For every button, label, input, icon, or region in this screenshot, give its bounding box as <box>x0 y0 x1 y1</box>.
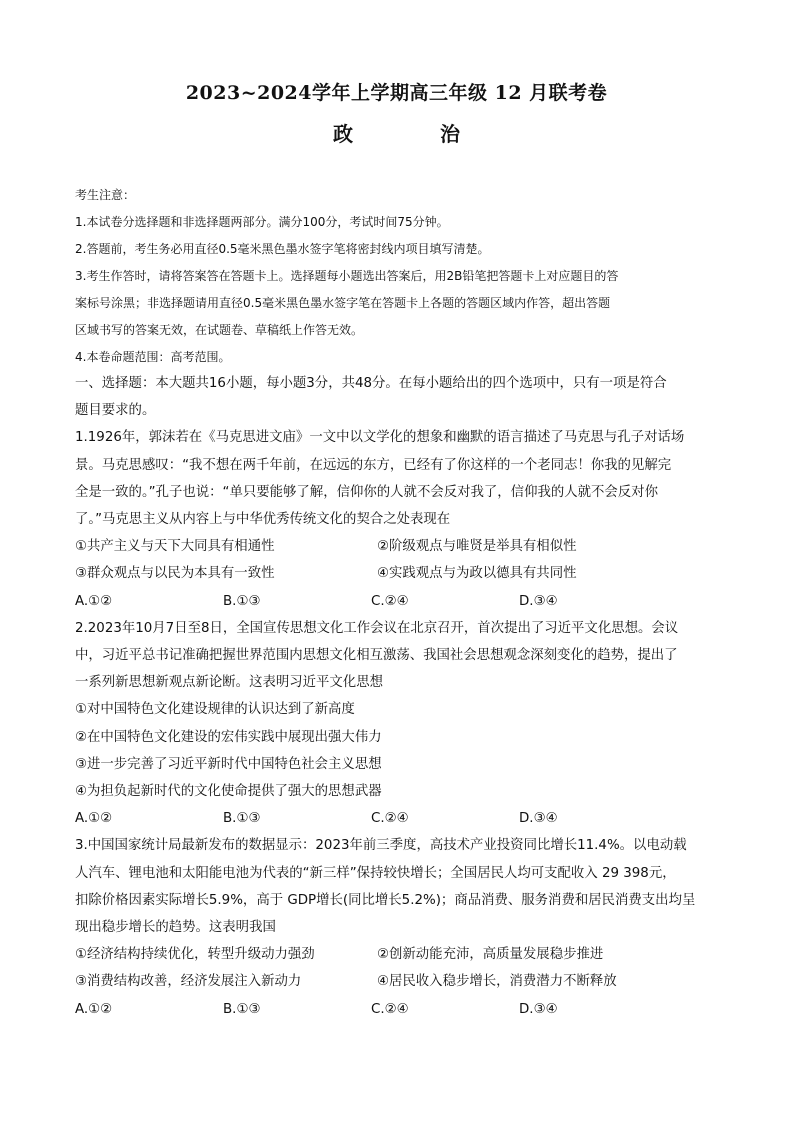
question-stem: 现出稳步增长的趋势。这表明我国 <box>75 920 276 936</box>
notice-item: 1.本试卷分选择题和非选择题两部分。满分100分，考试时间75分钟。 <box>75 215 449 229</box>
question-stem: 2.2023年10月7日至8日，全国宣传思想文化工作会议在北京召开，首次提出了习近平文化思想。会议 <box>75 620 679 636</box>
statement: ①对中国特色文化建设规律的认识达到了新高度 <box>75 702 355 718</box>
question-stem: 景。马克思感叹：“我不想在两千年前，在远远的东方，已经有了你这样的一个老同志！你我的见解完 <box>75 457 672 473</box>
statement: ①经济结构持续优化，转型升级动力强劲 <box>75 947 315 963</box>
question-stem: 了。”马克思主义从内容上与中华优秀传统文化的契合之处表现在 <box>75 512 451 528</box>
option-c: C.②④ <box>371 811 409 827</box>
question-body <box>75 370 723 1023</box>
exam-title: 2023~2024学年上学期高三年级 12 月联考卷 <box>185 82 608 104</box>
question-stem: 1.1926年，郭沫若在《马克思进文庙》一文中以文学化的想象和幽默的语言描述了马克思与孔子对话场 <box>75 430 685 446</box>
option-a: A.①② <box>75 811 113 827</box>
notice-heading: 考生注意： <box>75 188 136 202</box>
statement: ②创新动能充沛，高质量发展稳步推进 <box>377 947 604 963</box>
statement-row <box>75 533 723 560</box>
question-stem: 人汽车、锂电池和太阳能电池为代表的“新三样”保持较快增长；全国居民人均可支配收入 29 398元， <box>75 865 676 881</box>
statement: ④居民收入稳步增长，消费潜力不断释放 <box>377 974 617 990</box>
section-heading-cont: 题目要求的。 <box>75 403 156 419</box>
notice-item: 案标号涂黑；非选择题请用直径0.5毫米黑色墨水签字笔在答题卡上各题的答题区域内作答，超出答题 <box>75 296 611 310</box>
option-b: B.①③ <box>223 593 261 609</box>
notice-item: 4.本卷命题范围：高考范围。 <box>75 350 231 364</box>
option-c: C.②④ <box>371 1001 409 1017</box>
answer-options <box>75 805 723 832</box>
question-stem: 扣除价格因素实际增长5.9%，高于 GDP增长(同比增长5.2%)；商品消费、服务消费和居民消费支出均呈 <box>75 892 696 908</box>
statement: ④为担负起新时代的文化使命提供了强大的思想武器 <box>75 784 382 800</box>
question-stem: 中，习近平总书记准确把握世界范围内思想文化相互激荡、我国社会思想观念深刻变化的趋势，提出了 <box>75 648 678 664</box>
notice-item: 2.答题前，考生务必用直径0.5毫米黑色墨水签字笔将密封线内项目填写清楚。 <box>75 242 490 256</box>
question-stem: 3.中国国家统计局最新发布的数据显示：2023年前三季度，高技术产业投资同比增长11.4%。以电动载 <box>75 838 687 854</box>
option-c: C.②④ <box>371 593 409 609</box>
statement-row <box>75 968 723 995</box>
option-d: D.③④ <box>519 1001 558 1017</box>
statement: ③进一步完善了习近平新时代中国特色社会主义思想 <box>75 756 382 772</box>
option-a: A.①② <box>75 593 113 609</box>
option-d: D.③④ <box>519 811 558 827</box>
answer-options <box>75 588 723 615</box>
section-heading: 一、选择题：本大题共16小题，每小题3分，共48分。在每小题给出的四个选项中，只有一项是符合 <box>75 376 667 391</box>
question-1 <box>75 424 723 614</box>
question-2 <box>75 615 723 833</box>
statement: ③消费结构改善，经济发展注入新动力 <box>75 974 302 990</box>
statement-row <box>75 941 723 968</box>
statement: ③群众观点与以民为本具有一致性 <box>75 566 275 582</box>
option-a: A.①② <box>75 1001 113 1017</box>
option-d: D.③④ <box>519 593 558 609</box>
option-b: B.①③ <box>223 811 261 827</box>
question-stem: 一系列新思想新观点新论断。这表明习近平文化思想 <box>75 675 383 691</box>
notice-item: 3.考生作答时，请将答案答在答题卡上。选择题每小题选出答案后，用2B铅笔把答题卡上对应题目的答 <box>75 269 619 283</box>
statement: ④实践观点与为政以德具有共同性 <box>377 566 577 582</box>
option-b: B.①③ <box>223 1001 261 1017</box>
statement: ①共产主义与天下大同具有相通性 <box>75 539 275 555</box>
statement-row <box>75 560 723 587</box>
statement: ②在中国特色文化建设的宏伟实践中展现出强大伟力 <box>75 729 382 745</box>
statement: ②阶级观点与唯贤是举具有相似性 <box>377 539 577 555</box>
subject-title: 政 治 <box>333 122 500 146</box>
answer-options <box>75 996 723 1023</box>
question-3 <box>75 832 723 1022</box>
notice-item: 区域书写的答案无效，在试题卷、草稿纸上作答无效。 <box>75 323 364 337</box>
question-stem: 全是一致的。”孔子也说：“单只要能够了解，信仰你的人就不会反对我了，信仰我的人就不会反对你 <box>75 484 658 500</box>
candidate-notice <box>75 182 725 371</box>
